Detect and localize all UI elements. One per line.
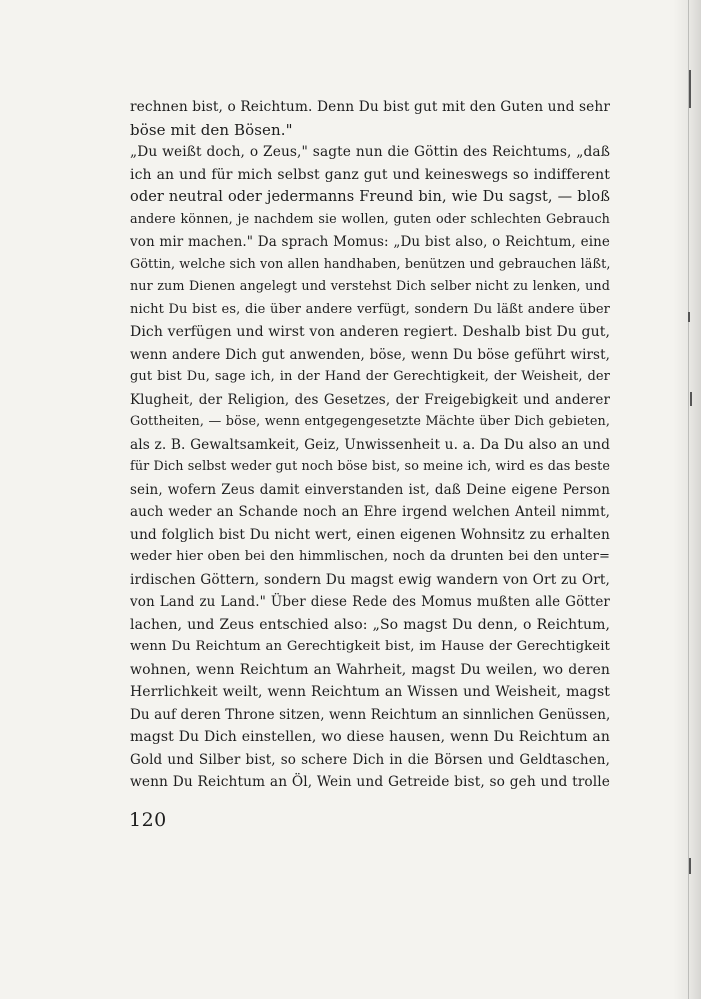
- text-line: rechnen bist, o Reichtum. Denn Du bist gut mit den Guten und sehr: [130, 99, 610, 115]
- text-line: sein, wofern Zeus damit einverstanden ist, daß Deine eigene Person: [130, 481, 610, 498]
- text-line: gut bist Du, sage ich, in der Hand der Gerechtigkeit, der Weisheit, der: [130, 369, 610, 384]
- text-line: Gold und Silber bist, so schere Dich in die Börsen und Geldtaschen,: [130, 751, 610, 768]
- text-line: oder neutral oder jedermanns Freund bin, wie Du sagst, — bloß: [130, 189, 610, 205]
- body-text: [130, 96, 610, 794]
- scan-mark: [689, 858, 691, 874]
- text-line: nur zum Dienen angelegt und verstehst Dich selber nicht zu lenken, und: [130, 279, 610, 294]
- text-line: irdischen Göttern, sondern Du magst ewig wandern von Ort zu Ort,: [130, 571, 610, 588]
- scan-edge-line: [688, 0, 689, 999]
- text-line: von Land zu Land." Über diese Rede des Momus mußten alle Götter: [130, 594, 610, 610]
- scan-edge-shadow: [673, 0, 701, 999]
- text-line: lachen, und Zeus entschied also: „So magst Du denn, o Reichtum,: [130, 616, 610, 633]
- text-line: Dich verfügen und wirst von anderen regiert. Deshalb bist Du gut,: [130, 324, 610, 340]
- text-line: magst Du Dich einstellen, wo diese hausen, wenn Du Reichtum an: [130, 729, 610, 745]
- text-line: und folglich bist Du nicht wert, einen eigenen Wohnsitz zu erhalten: [130, 526, 610, 543]
- text-line: Göttin, welche sich von allen handhaben, benützen und gebrauchen läßt,: [130, 256, 610, 272]
- text-line: wenn Du Reichtum an Öl, Wein und Getreide bist, so geh und trolle: [130, 774, 610, 790]
- scan-mark: [689, 70, 691, 108]
- text-line: auch weder an Schande noch an Ehre irgend welchen Anteil nimmt,: [130, 504, 610, 520]
- text-line: als z. B. Gewaltsamkeit, Geiz, Unwissenheit u. a. Da Du also an und: [130, 436, 610, 453]
- text-line: von mir machen." Da sprach Momus: „Du bist also, o Reichtum, eine: [130, 234, 610, 250]
- text-line: „Du weißt doch, o Zeus," sagte nun die Göttin des Reichtums, „daß: [130, 144, 610, 160]
- text-line: Gottheiten, — böse, wenn entgegengesetzte Mächte über Dich gebieten,: [130, 414, 610, 429]
- page-number: 120: [129, 809, 167, 831]
- scan-mark: [688, 312, 690, 322]
- text-line: ich an und für mich selbst ganz gut und keineswegs so indifferent: [130, 166, 610, 183]
- text-line: Herrlichkeit weilt, wenn Reichtum an Wissen und Weisheit, magst: [130, 684, 610, 700]
- text-line: Du auf deren Throne sitzen, wenn Reichtum an sinnlichen Genüssen,: [130, 706, 610, 723]
- text-line: andere können, je nachdem sie wollen, guten oder schlechten Gebrauch: [130, 211, 610, 227]
- text-line: wenn andere Dich gut anwenden, böse, wenn Du böse geführt wirst,: [130, 346, 610, 363]
- text-line: nicht Du bist es, die über andere verfügt, sondern Du läßt andere über: [130, 301, 610, 317]
- text-line: für Dich selbst weder gut noch böse bist, so meine ich, wird es das beste: [130, 459, 610, 474]
- scan-mark: [690, 392, 692, 406]
- text-line: wenn Du Reichtum an Gerechtigkeit bist, im Hause der Gerechtigkeit: [130, 639, 610, 654]
- text-line: Klugheit, der Religion, des Gesetzes, der Freigebigkeit und anderer: [130, 391, 610, 408]
- text-line: wohnen, wenn Reichtum an Wahrheit, magst Du weilen, wo deren: [130, 661, 610, 678]
- text-line: weder hier oben bei den himmlischen, noch da drunten bei den unter=: [130, 549, 610, 564]
- text-line: böse mit den Bösen.": [130, 120, 293, 139]
